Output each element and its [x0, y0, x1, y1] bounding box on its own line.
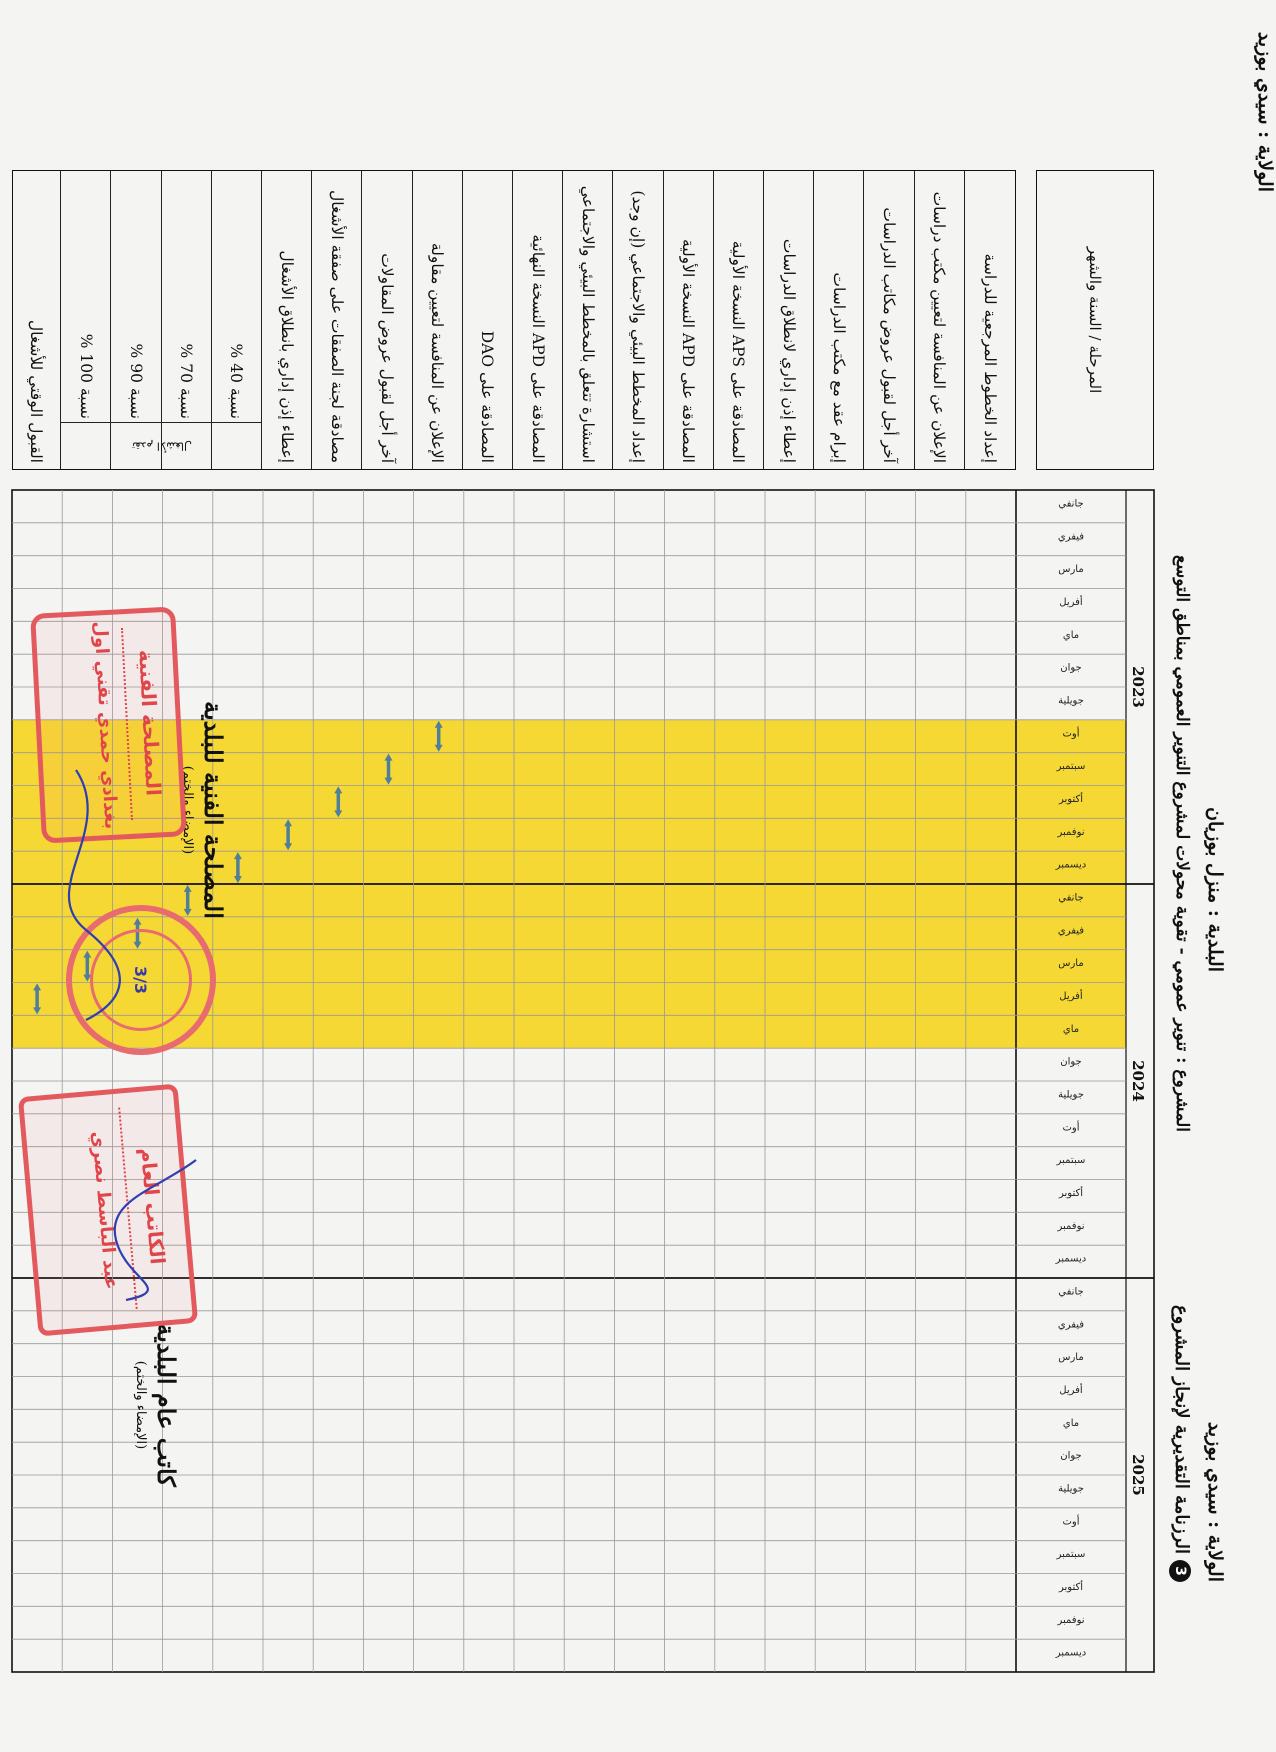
month-label: جويلية: [1058, 1483, 1084, 1495]
task-label: آخر أجل لقبول عروض المقاولات: [362, 171, 412, 469]
technical-service-label: المصلحة الفنية للبلدية: [199, 701, 228, 919]
stamp2-line1: الكاتب العام: [135, 1146, 170, 1266]
stamp1-line1: المصلحة الفنية: [134, 649, 166, 797]
month-label: فيفري: [1057, 531, 1085, 543]
task-labels-column: [12, 170, 1016, 470]
year-label: 2025: [1129, 1454, 1147, 1496]
month-label: ديسمبر: [1055, 1647, 1087, 1659]
commune-text: البلدية : منزل بوزيان: [1204, 807, 1226, 972]
month-label: أفريل: [1059, 1384, 1083, 1396]
month-label: جانفي: [1058, 1286, 1084, 1298]
task-label: إعطاء إذن إداري بانطلاق الأشغال: [262, 171, 312, 469]
month-label: أوت: [1062, 728, 1080, 740]
month-label: ماي: [1062, 1023, 1080, 1035]
month-label: أوت: [1062, 1122, 1080, 1134]
month-label: فيفري: [1057, 925, 1085, 937]
task-label: المصادقة على APD النسخة النهائية: [513, 171, 563, 469]
month-label: ديسمبر: [1055, 1253, 1087, 1265]
month-label: مارس: [1058, 564, 1084, 576]
month-label: جانفي: [1058, 892, 1084, 904]
task-label: إعطاء إذن إداري لانطلاق الدراسات: [764, 171, 814, 469]
month-label: أفريل: [1059, 596, 1083, 608]
pen-signatures: [6, 600, 236, 1400]
task-label: إعداد الخطوط المرجعية للدراسة: [980, 253, 999, 463]
phase-header-text: المرحلة / السنة والشهر: [1086, 246, 1104, 394]
month-label: جوان: [1060, 662, 1082, 674]
task-label: إعداد المخطط البيئي والاجتماعي (إن وجد): [613, 171, 663, 469]
month-label: ديسمبر: [1055, 859, 1087, 871]
month-label: جانفي: [1058, 498, 1084, 510]
secretary-note: (الإمضاء والختم): [133, 1360, 148, 1450]
month-label: جويلية: [1058, 1089, 1084, 1101]
month-label: سبتمبر: [1056, 761, 1086, 773]
task-label: آخر أجل لقبول عروض مكاتب الدراسات: [864, 171, 914, 469]
month-label: نوفمبر: [1057, 1220, 1085, 1232]
final-task-label: القبول الوقتي للأشغال: [11, 171, 61, 469]
month-label: نوفمبر: [1057, 1614, 1085, 1626]
month-label: سبتمبر: [1056, 1155, 1086, 1167]
month-label: أكتوبر: [1058, 793, 1084, 805]
month-label: سبتمبر: [1056, 1549, 1086, 1561]
signature-stroke-1: [69, 770, 120, 1020]
progress-group-label: تقدم الأشغال: [61, 422, 262, 469]
signature-stroke-2: [115, 1160, 196, 1300]
month-label: نوفمبر: [1057, 826, 1085, 838]
month-label: أكتوبر: [1058, 1581, 1084, 1593]
secretary-label: كاتب عام البلدية: [152, 1323, 181, 1487]
task-label: استشارة تتعلق بالمخطط البيئي والاجتماعي: [563, 171, 613, 469]
stamp1-line2: بغدادي حمدي تقني اول: [89, 620, 122, 830]
task-label: المصادقة على APS النسخة الأولية: [714, 171, 764, 469]
month-label: جوان: [1060, 1056, 1082, 1068]
progress-task-label: نسبة 70 %: [162, 171, 212, 469]
wilaya-text: الولاية : سيدي بوزيد: [1204, 1421, 1226, 1582]
month-label: جوان: [1060, 1450, 1082, 1462]
task-label: مصادقة لجنة الصفقات على صفقة الأشغال: [312, 171, 362, 469]
task-label: إبرام عقد مع مكتب الدراسات: [814, 171, 864, 469]
phase-header-cell: [1036, 170, 1154, 470]
project-text: المشروع : تنوير عمومي - تقوية محولات لمشروع التنوير العمومي بمناطق التوسع: [1172, 554, 1192, 1132]
year-label: 2023: [1129, 666, 1147, 708]
section-number-badge: 3: [1169, 1560, 1191, 1582]
wilaya-title: الولاية : سيدي بوزيد: [1254, 31, 1276, 192]
task-label: الإعلان عن المنافسة لتعيين مقاولة: [413, 171, 463, 469]
task-label: الإعلان عن المنافسة لتعيين مكتب دراسات: [915, 171, 965, 469]
technical-service-note: (الإمضاء والختم): [180, 765, 195, 855]
progress-task-label: نسبة 40 %: [212, 171, 262, 469]
year-label: 2024: [1129, 1060, 1147, 1102]
task-label: المصادقة على APD النسخة الأولية: [664, 171, 714, 469]
month-label: مارس: [1058, 958, 1084, 970]
month-label: مارس: [1058, 1352, 1084, 1364]
month-label: ماي: [1062, 629, 1080, 641]
stamp2-line2: عبد الباسط نصري: [87, 1130, 122, 1291]
month-label: ماي: [1062, 1417, 1080, 1429]
month-label: جويلية: [1058, 695, 1084, 707]
round-seal-text: 3/3: [131, 965, 151, 995]
task-label: المصادقة على DAO: [463, 171, 513, 469]
progress-task-label: نسبة 90 %: [111, 171, 161, 469]
section-title: الرزنامة التقديرية لإنجاز المشروع: [1171, 1304, 1192, 1554]
month-label: أكتوبر: [1058, 1187, 1084, 1199]
month-label: أوت: [1062, 1516, 1080, 1528]
month-label: فيفري: [1057, 1319, 1085, 1331]
progress-task-label: نسبة 100 %: [61, 171, 111, 469]
month-label: أفريل: [1059, 990, 1083, 1002]
